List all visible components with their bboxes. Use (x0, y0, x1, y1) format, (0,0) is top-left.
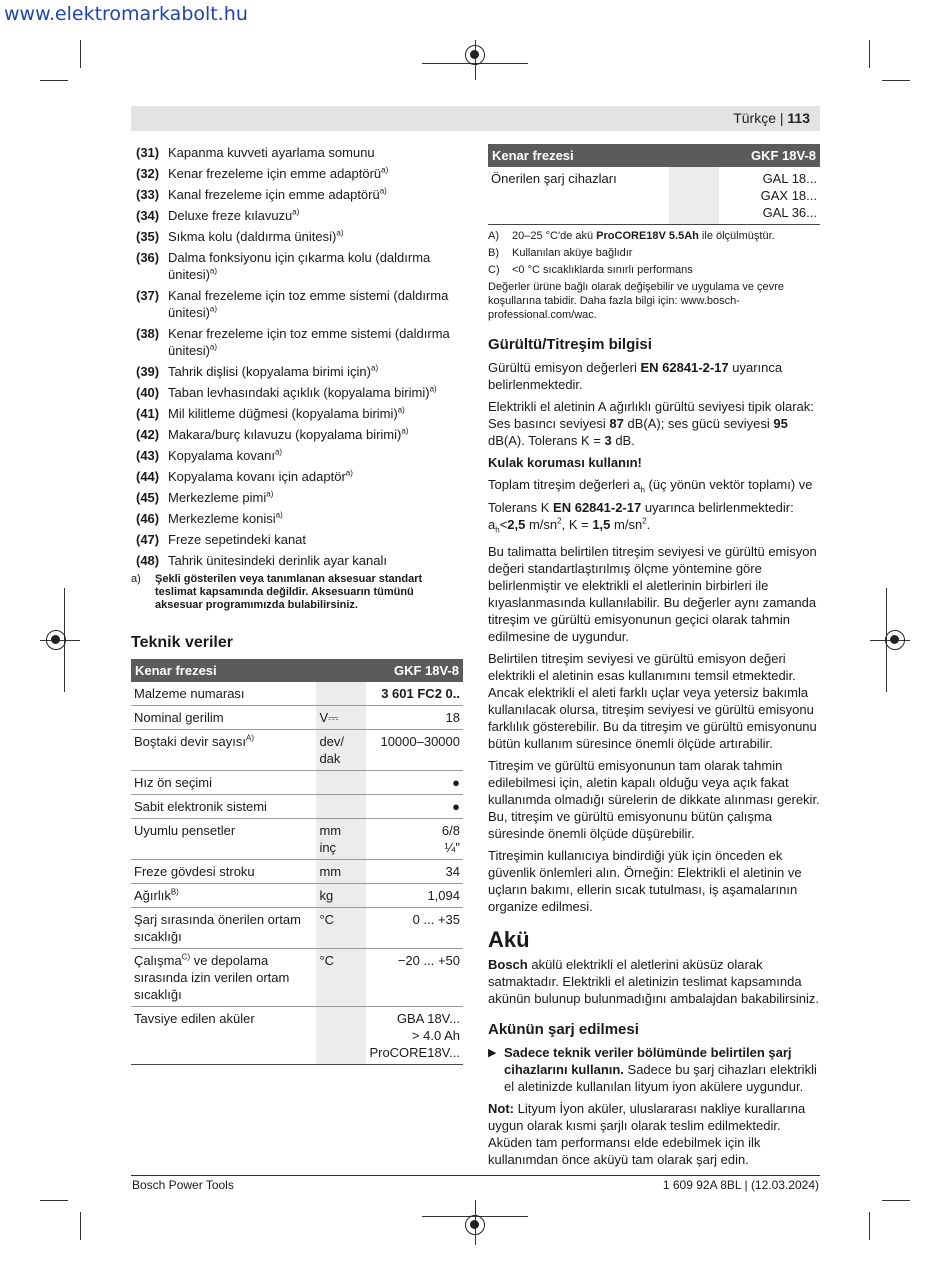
footer-doc-code: 1 609 92A 8BL | (12.03.2024) (662, 1178, 819, 1192)
spec-value: −20 ... +50 (366, 949, 463, 1007)
noise-paragraph-7: Titreşimin kullanıcıya bindirdiği yük için önceden ek güvenlik önlemleri alın. Örneğin: Elektrikli el aletinin ve uçların bakımı, ellerin sıcak tutulması, iş aşamalarının organize edilmesi. (488, 848, 802, 915)
part-description (168, 228, 463, 245)
part-text: Kopyalama kovanı için adaptör (168, 469, 346, 484)
spec-unit: mm inç (316, 819, 366, 860)
arrow-right-icon: ▶ (488, 1047, 497, 1060)
part-number: (47) (136, 532, 160, 547)
charger-unit (669, 167, 719, 225)
spec-row (131, 819, 463, 860)
spec-unit: V⎓ (316, 706, 366, 730)
spec-label: Freze gövdesi stroku (131, 860, 316, 884)
registration-mark-left-icon (46, 630, 66, 650)
part-text: Sıkma kolu (daldırma ünitesi) (168, 229, 337, 244)
registration-mark-right-icon (885, 630, 905, 650)
parts-list-item (131, 531, 463, 548)
spec-table (131, 659, 463, 1065)
parts-list-item (131, 489, 463, 506)
spec-label: Çalışma$^{C)}$ ve depolama sırasında izin verilen ortam sıcaklığı (131, 949, 316, 1007)
ear-protection-warning: Kulak koruması kullanın! (488, 455, 642, 470)
table-notes (488, 229, 820, 322)
parts-list-item (131, 405, 463, 422)
spec-label: Hız ön seçimi (131, 771, 316, 795)
part-number: (35) (136, 229, 160, 244)
spec-value: 10000–30000 (366, 730, 463, 771)
spec-table-header (131, 659, 463, 682)
parts-list-item (131, 384, 463, 401)
spec-label: Şarj sırasında önerilen ortam sıcaklığı (131, 908, 316, 949)
spec-label: Uyumlu pensetler (131, 819, 316, 860)
spec-label: Boştaki devir sayısı$^{A)}$ (131, 730, 316, 771)
parts-list-item (131, 228, 463, 245)
part-footnote-marker: a) (292, 207, 300, 217)
table-note-label: C) (488, 264, 500, 276)
part-footnote-marker: a) (381, 165, 389, 175)
spec-unit (316, 795, 366, 819)
part-text: Kenar frezeleme için toz emme sistemi (daldırma ünitesi) (168, 326, 450, 358)
spec-label: Tavsiye edilen aküler (131, 1007, 316, 1065)
charger-row (488, 167, 820, 225)
spec-value: 1,094 (366, 884, 463, 908)
parts-footnote-label: a) (131, 573, 141, 585)
part-text: Kanal frezeleme için toz emme sistemi (daldırma ünitesi) (168, 288, 449, 320)
spec-table-head-model: GKF 18V-8 (366, 659, 463, 682)
parts-list-item (131, 468, 463, 485)
part-text: Kenar frezeleme için emme adaptörü (168, 166, 382, 181)
parts-list-item (131, 144, 463, 161)
spec-label: Malzeme numarası (131, 682, 316, 706)
vibration-paragraph: Toplam titreşim değerleri $a_h$ (üç yönün vektör toplamı) ve Tolerans K EN 62841-2-17 uyarınca belirlenmektedir: $a_h<2,5$ $m/sn^2$, K = 1,5 $m/sn^2$. (488, 477, 813, 535)
part-description (168, 144, 463, 161)
parts-list-item (131, 426, 463, 443)
parts-list-item (131, 552, 463, 569)
part-description (168, 325, 463, 359)
spec-unit (316, 682, 366, 706)
table-note-text: Kullanılan aküye bağlıdır (512, 247, 633, 259)
tech-data-heading: Teknik veriler (131, 634, 233, 651)
spec-value: 0 ... +35 (366, 908, 463, 949)
left-column (131, 144, 463, 1065)
spec-table-head-label: Kenar frezesi (131, 659, 366, 682)
spec-value: 3 601 FC2 0.. (366, 682, 463, 706)
spec-unit (316, 1007, 366, 1065)
table-note-label: A) (488, 230, 499, 242)
noise-paragraph-5: Belirtilen titreşim seviyesi ve gürültü emisyon değeri elektrikli el aletinin esas kullanımını temsil etmektedir. Ancak elektrikli el aleti farklı uçlar veya yetersiz bakımla kullanılacak olursa, titreşim seviyesi ve gürültü emisyonu farklılık gösterebilir. Bu da titreşim ve gürültü emisyonunu bütün kullanım süresince önemli ölçüde artırabilir. (488, 651, 817, 752)
spec-unit: °C (316, 949, 366, 1007)
part-text: Deluxe freze kılavuzu (168, 208, 293, 223)
parts-list-item (131, 447, 463, 464)
spec-unit: mm (316, 860, 366, 884)
part-footnote-marker: a) (379, 186, 387, 196)
part-number: (32) (136, 166, 160, 181)
part-description (168, 207, 463, 224)
part-footnote-marker: a) (209, 342, 218, 352)
spec-row (131, 908, 463, 949)
spec-row (131, 860, 463, 884)
battery-paragraph: Bosch akülü elektrikli el aletlerini aküsüz olarak satmaktadır. Elektrikli el aletinizin teslimat kapsamında akünün bulunup bulunmadığını ambalajdan bakabilirsiniz. (488, 957, 820, 1007)
part-text: Dalma fonksiyonu için çıkarma kolu (daldırma ünitesi) (168, 250, 431, 282)
part-number: (36) (136, 250, 160, 265)
spec-row (131, 884, 463, 908)
spec-label: Ağırlık$^{B)}$ (131, 884, 316, 908)
part-text: Kapanma kuvveti ayarlama somunu (168, 145, 375, 160)
part-footnote-marker: a) (275, 510, 283, 520)
noise-paragraph-1: Gürültü emisyon değerleri EN 62841-2-17 uyarınca belirlenmektedir. (488, 360, 783, 392)
part-description (168, 489, 463, 506)
spec-row (131, 771, 463, 795)
part-footnote-marker: a) (401, 426, 409, 436)
right-column (488, 144, 820, 1173)
noise-paragraph-2: Elektrikli el aletinin A ağırlıklı gürültü seviyesi tipik olarak: Ses basıncı seviyesi 87 dB(A); ses gücü seviyesi 95 dB(A). Tolerans K = 3 dB. (488, 399, 814, 448)
spec-unit: °C (316, 908, 366, 949)
spec-unit: dev/ dak (316, 730, 366, 771)
part-footnote-marker: a) (274, 447, 283, 457)
table-note-label: B) (488, 247, 499, 259)
part-text: Kopyalama kovanı (168, 448, 275, 463)
part-text: Tahrik dişlisi (kopyalama birimi için) (168, 364, 371, 379)
page-header (131, 106, 820, 131)
part-footnote-marker: a) (336, 228, 344, 238)
part-footnote-marker: a) (345, 468, 353, 478)
noise-paragraph-4: Bu talimatta belirtilen titreşim seviyesi ve gürültü emisyon değeri standartlaştırılmış ölçme yöntemine göre belirlenmiştir ve elektrikli el aletlerinin birbirleri ile kıyaslanmasında kullanılabilir. Bu değerler aynı zamanda titreşim ve gürültü emisyonunun geçici olarak tahmin edilmesine de uygundur. (488, 544, 817, 645)
footer-divider (131, 1175, 820, 1176)
parts-list-item (131, 186, 463, 203)
spec-row (131, 730, 463, 771)
registration-mark-top-icon (465, 45, 485, 65)
part-description (168, 552, 463, 569)
part-footnote-marker: a) (266, 489, 274, 499)
table-note-text: 20–25 °C'de akü ProCORE18V 5.5Ah ile ölçülmüştür. (512, 230, 775, 242)
part-number: (48) (136, 553, 160, 568)
spec-row (131, 949, 463, 1007)
part-description (168, 405, 463, 422)
parts-list-item (131, 363, 463, 380)
spec-label: Sabit elektronik sistemi (131, 795, 316, 819)
part-number: (42) (136, 427, 160, 442)
part-number: (44) (136, 469, 160, 484)
spec-unit: kg (316, 884, 366, 908)
charger-value: GAL 18... GAX 18... GAL 36... (719, 167, 820, 225)
charger-table-head-model: GKF 18V-8 (719, 144, 820, 167)
spec-value: GBA 18V... > 4.0 Ah ProCORE18V... (366, 1007, 463, 1065)
part-description (168, 468, 463, 485)
table-note (488, 229, 820, 243)
parts-list-item (131, 249, 463, 283)
part-footnote-marker: a) (209, 266, 218, 276)
table-notes-text: Değerler ürüne bağlı olarak değişebilir ve uygulama ve çevre koşullarına tabidir. Daha fazla bilgi için: www.bosch-professional.com/wac. (488, 281, 784, 321)
part-number: (37) (136, 288, 160, 303)
parts-list (131, 144, 463, 569)
spec-label: Nominal gerilim (131, 706, 316, 730)
noise-paragraph-6: Titreşim ve gürültü emisyonunun tam olarak tahmin edilebilmesi için, aletin kapalı olduğu veya açık fakat kullanımda olmadığı sürelerin de dikkate alınması gerekir. Bu, titreşim ve gürültü emisyonunu bütün çalışma süresinde önemli ölçüde düşürebilir. (488, 758, 820, 842)
page-header-text (733, 110, 810, 126)
parts-list-item (131, 287, 463, 321)
part-footnote-marker: a) (429, 384, 437, 394)
part-number: (46) (136, 511, 160, 526)
parts-list-item (131, 510, 463, 527)
parts-list-item (131, 165, 463, 182)
charger-table (488, 144, 820, 225)
charger-table-head-label: Kenar frezesi (488, 144, 719, 167)
page-number: 113 (787, 110, 810, 126)
spec-row (131, 1007, 463, 1065)
part-text: Tahrik ünitesindeki derinlik ayar kanalı (168, 553, 387, 568)
spec-row (131, 795, 463, 819)
part-text: Merkezleme pimi (168, 490, 267, 505)
noise-heading: Gürültü/Titreşim bilgisi (488, 336, 652, 353)
battery-note: Not: Lityum İyon aküler, uluslararası nakliye kurallarına uygun olarak kısmi şarjlı olarak teslim edilmektedir. Aküden tam performansı elde edebilmek için ilk kullanımdan önce aküyü tam olarak şarj edin. (488, 1101, 806, 1168)
spec-row (131, 682, 463, 706)
spec-value: 6/8 ¼" (366, 819, 463, 860)
battery-heading: Akü (488, 927, 530, 953)
part-description (168, 249, 463, 283)
spec-row (131, 706, 463, 730)
charger-warning: ▶ Sadece teknik veriler bölümünde belirtilen şarj cihazlarını kullanın. Sadece bu şarj cihazları elektrikli el aletinizde kullanılan lityum iyon akülere uygundur. (488, 1045, 817, 1095)
part-number: (40) (136, 385, 160, 400)
part-description (168, 447, 463, 464)
part-number: (39) (136, 364, 160, 379)
part-number: (45) (136, 490, 160, 505)
footer-brand: Bosch Power Tools (132, 1178, 234, 1192)
site-watermark-link[interactable]: www.elektromarkabolt.hu (4, 3, 248, 25)
part-footnote-marker: a) (209, 304, 218, 314)
part-description (168, 426, 463, 443)
spec-value: 18 (366, 706, 463, 730)
part-number: (38) (136, 326, 160, 341)
part-text: Freze sepetindeki kanat (168, 532, 307, 547)
part-description (168, 510, 463, 527)
part-description (168, 186, 463, 203)
part-description (168, 363, 463, 380)
spec-value: ● (366, 795, 463, 819)
part-text: Kanal frezeleme için emme adaptörü (168, 187, 380, 202)
charging-heading: Akünün şarj edilmesi (488, 1021, 639, 1039)
part-number: (43) (136, 448, 160, 463)
spec-value: 34 (366, 860, 463, 884)
part-number: (33) (136, 187, 160, 202)
part-text: Taban levhasındaki açıklık (kopyalama birimi) (168, 385, 430, 400)
part-footnote-marker: a) (371, 363, 379, 373)
parts-list-item (131, 207, 463, 224)
part-text: Mil kilitleme düğmesi (kopyalama birimi) (168, 406, 398, 421)
part-description (168, 165, 463, 182)
part-text: Makara/burç kılavuzu (kopyalama birimi) (168, 427, 402, 442)
spec-value: ● (366, 771, 463, 795)
spec-unit (316, 771, 366, 795)
part-number: (34) (136, 208, 160, 223)
table-note (488, 263, 820, 277)
registration-mark-bottom-icon (465, 1215, 485, 1235)
part-description (168, 384, 463, 401)
part-number: (41) (136, 406, 160, 421)
header-separator: | (779, 110, 784, 126)
part-description (168, 287, 463, 321)
charger-label: Önerilen şarj cihazları (488, 167, 669, 225)
table-note-text: <0 °C sıcaklıklarda sınırlı performans (512, 264, 693, 276)
parts-list-item (131, 325, 463, 359)
part-footnote-marker: a) (397, 405, 405, 415)
parts-footnote (131, 573, 463, 612)
charger-table-header (488, 144, 820, 167)
header-language: Türkçe (733, 110, 776, 126)
part-text: Merkezleme konisi (168, 511, 276, 526)
parts-footnote-text: Şekli gösterilen veya tanımlanan aksesuar standart teslimat kapsamında değildir. Aksesuarın tümünü aksesuar programımızda bulabilirsiniz. (155, 573, 423, 611)
part-number: (31) (136, 145, 160, 160)
table-note (488, 246, 820, 260)
part-description (168, 531, 463, 548)
